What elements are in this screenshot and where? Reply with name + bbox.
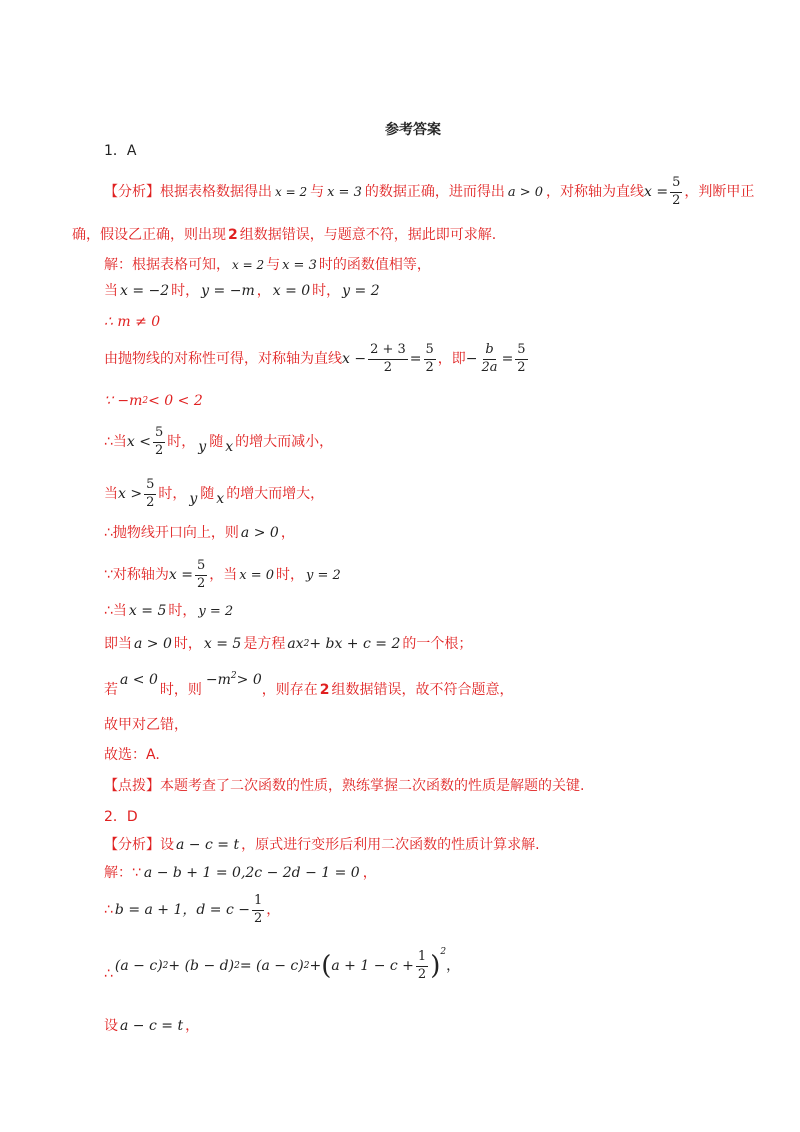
q1-solution-line1: 解：根据表格可知， x = 2 与 x = 3 时的函数值相等， xyxy=(104,257,431,273)
q1-solution-line12: 若 a < 0 时，则 −m 2 > 0 ，则存在 2 组数据错误，故不符合题意， xyxy=(104,670,514,698)
q1-solution-line11: 即当 a > 0 时， x = 5 是方程 ax 2 + bx + c = 2 的一个根； xyxy=(104,636,473,652)
fraction: $\frac{1}{2}$ xyxy=(417,949,427,982)
q1-solution-line3: ∴ m ≠ 0 xyxy=(104,314,161,330)
q1-analysis-line2: 确，假设乙正确，则出现 2 组数据错误，与题意不符，据此即可求解. xyxy=(72,227,497,243)
q1-solution-line10: ∴当 x = 5 时， y = 2 xyxy=(104,603,234,619)
analysis-tag: 【分析】 xyxy=(104,184,160,200)
q1-solution-line13: 故甲对乙错， xyxy=(104,717,188,733)
analysis-tag: 【分析】 xyxy=(104,837,160,853)
q2-solution-line4: 设 a − c = t ， xyxy=(104,1018,200,1034)
q1-answer: 1．A xyxy=(104,143,137,159)
q1-solution-line4: 由抛物线的对称性可得，对称轴为直线 x − $\frac{2 + 3}{2}$ = $\frac{5}{2}$ ，即 − $\frac{b}{2a}$ = $\frac{5}{2}$ xyxy=(104,342,526,375)
fraction: $\frac{5}{2}$ xyxy=(155,425,164,458)
fraction: $\frac{5}{2}$ xyxy=(517,342,526,375)
q1-solution-line2: 当 x = −2 时， y = −m ， x = 0 时， y = 2 xyxy=(104,283,380,299)
tip-tag: 【点拨】 xyxy=(104,778,160,794)
q2-solution-line2: ∴ b = a + 1，d = c − $\frac{1}{2}$ ， xyxy=(104,893,281,926)
q2-solution-line3: ∴ (a − c) 2 + (b − d) 2 = (a − c) 2 + ( a + 1 − c + $\frac{1}{2}$ ) 2 ， xyxy=(104,946,461,982)
q1-solution-line6: ∴当 x < $\frac{5}{2}$ 时， y 随 x 的增大而减小， xyxy=(104,425,334,458)
fraction: $\frac{b}{2a}$ xyxy=(481,342,498,375)
fraction: $\frac{5}{2}$ xyxy=(672,175,681,208)
q1-solution-line9: ∵对称轴为 x = $\frac{5}{2}$ ，当 x = 0 时， y = 2 xyxy=(104,558,341,591)
q1-analysis-line1: 【分析】 根据表格数据得出 x = 2 与 x = 3 的数据正确，进而得出 a > 0 ，对称轴为直线 x = $\frac{5}{2}$ ，判断甲正 xyxy=(104,175,755,208)
q2-analysis: 【分析】 设 a − c = t ，原式进行变形后利用二次函数的性质计算求解. xyxy=(104,837,540,853)
q2-answer: 2．D xyxy=(104,809,138,825)
q1-solution-line5: ∵ −m 2 < 0 < 2 xyxy=(104,393,203,409)
q1-solution-line14: 故选：A. xyxy=(104,747,160,763)
q1-solution-line8: ∴抛物线开口向上，则 a > 0 ， xyxy=(104,525,295,541)
q2-solution-line1: 解： ∵ a − b + 1 = 0,2c − 2d − 1 = 0 ， xyxy=(104,865,377,881)
fraction: $\frac{5}{2}$ xyxy=(146,477,155,510)
fraction: $\frac{2 + 3}{2}$ xyxy=(370,342,406,375)
q1-solution-line7: 当 x > $\frac{5}{2}$ 时， y 随 x 的增大而增大， xyxy=(104,477,325,510)
fraction: $\frac{5}{2}$ xyxy=(425,342,434,375)
q1-tip: 【点拨】 本题考查了二次函数的性质，熟练掌握二次函数的性质是解题的关键. xyxy=(104,778,585,794)
fraction: $\frac{1}{2}$ xyxy=(254,893,263,926)
page-title: 参考答案 xyxy=(385,122,441,138)
fraction: $\frac{5}{2}$ xyxy=(197,558,206,591)
